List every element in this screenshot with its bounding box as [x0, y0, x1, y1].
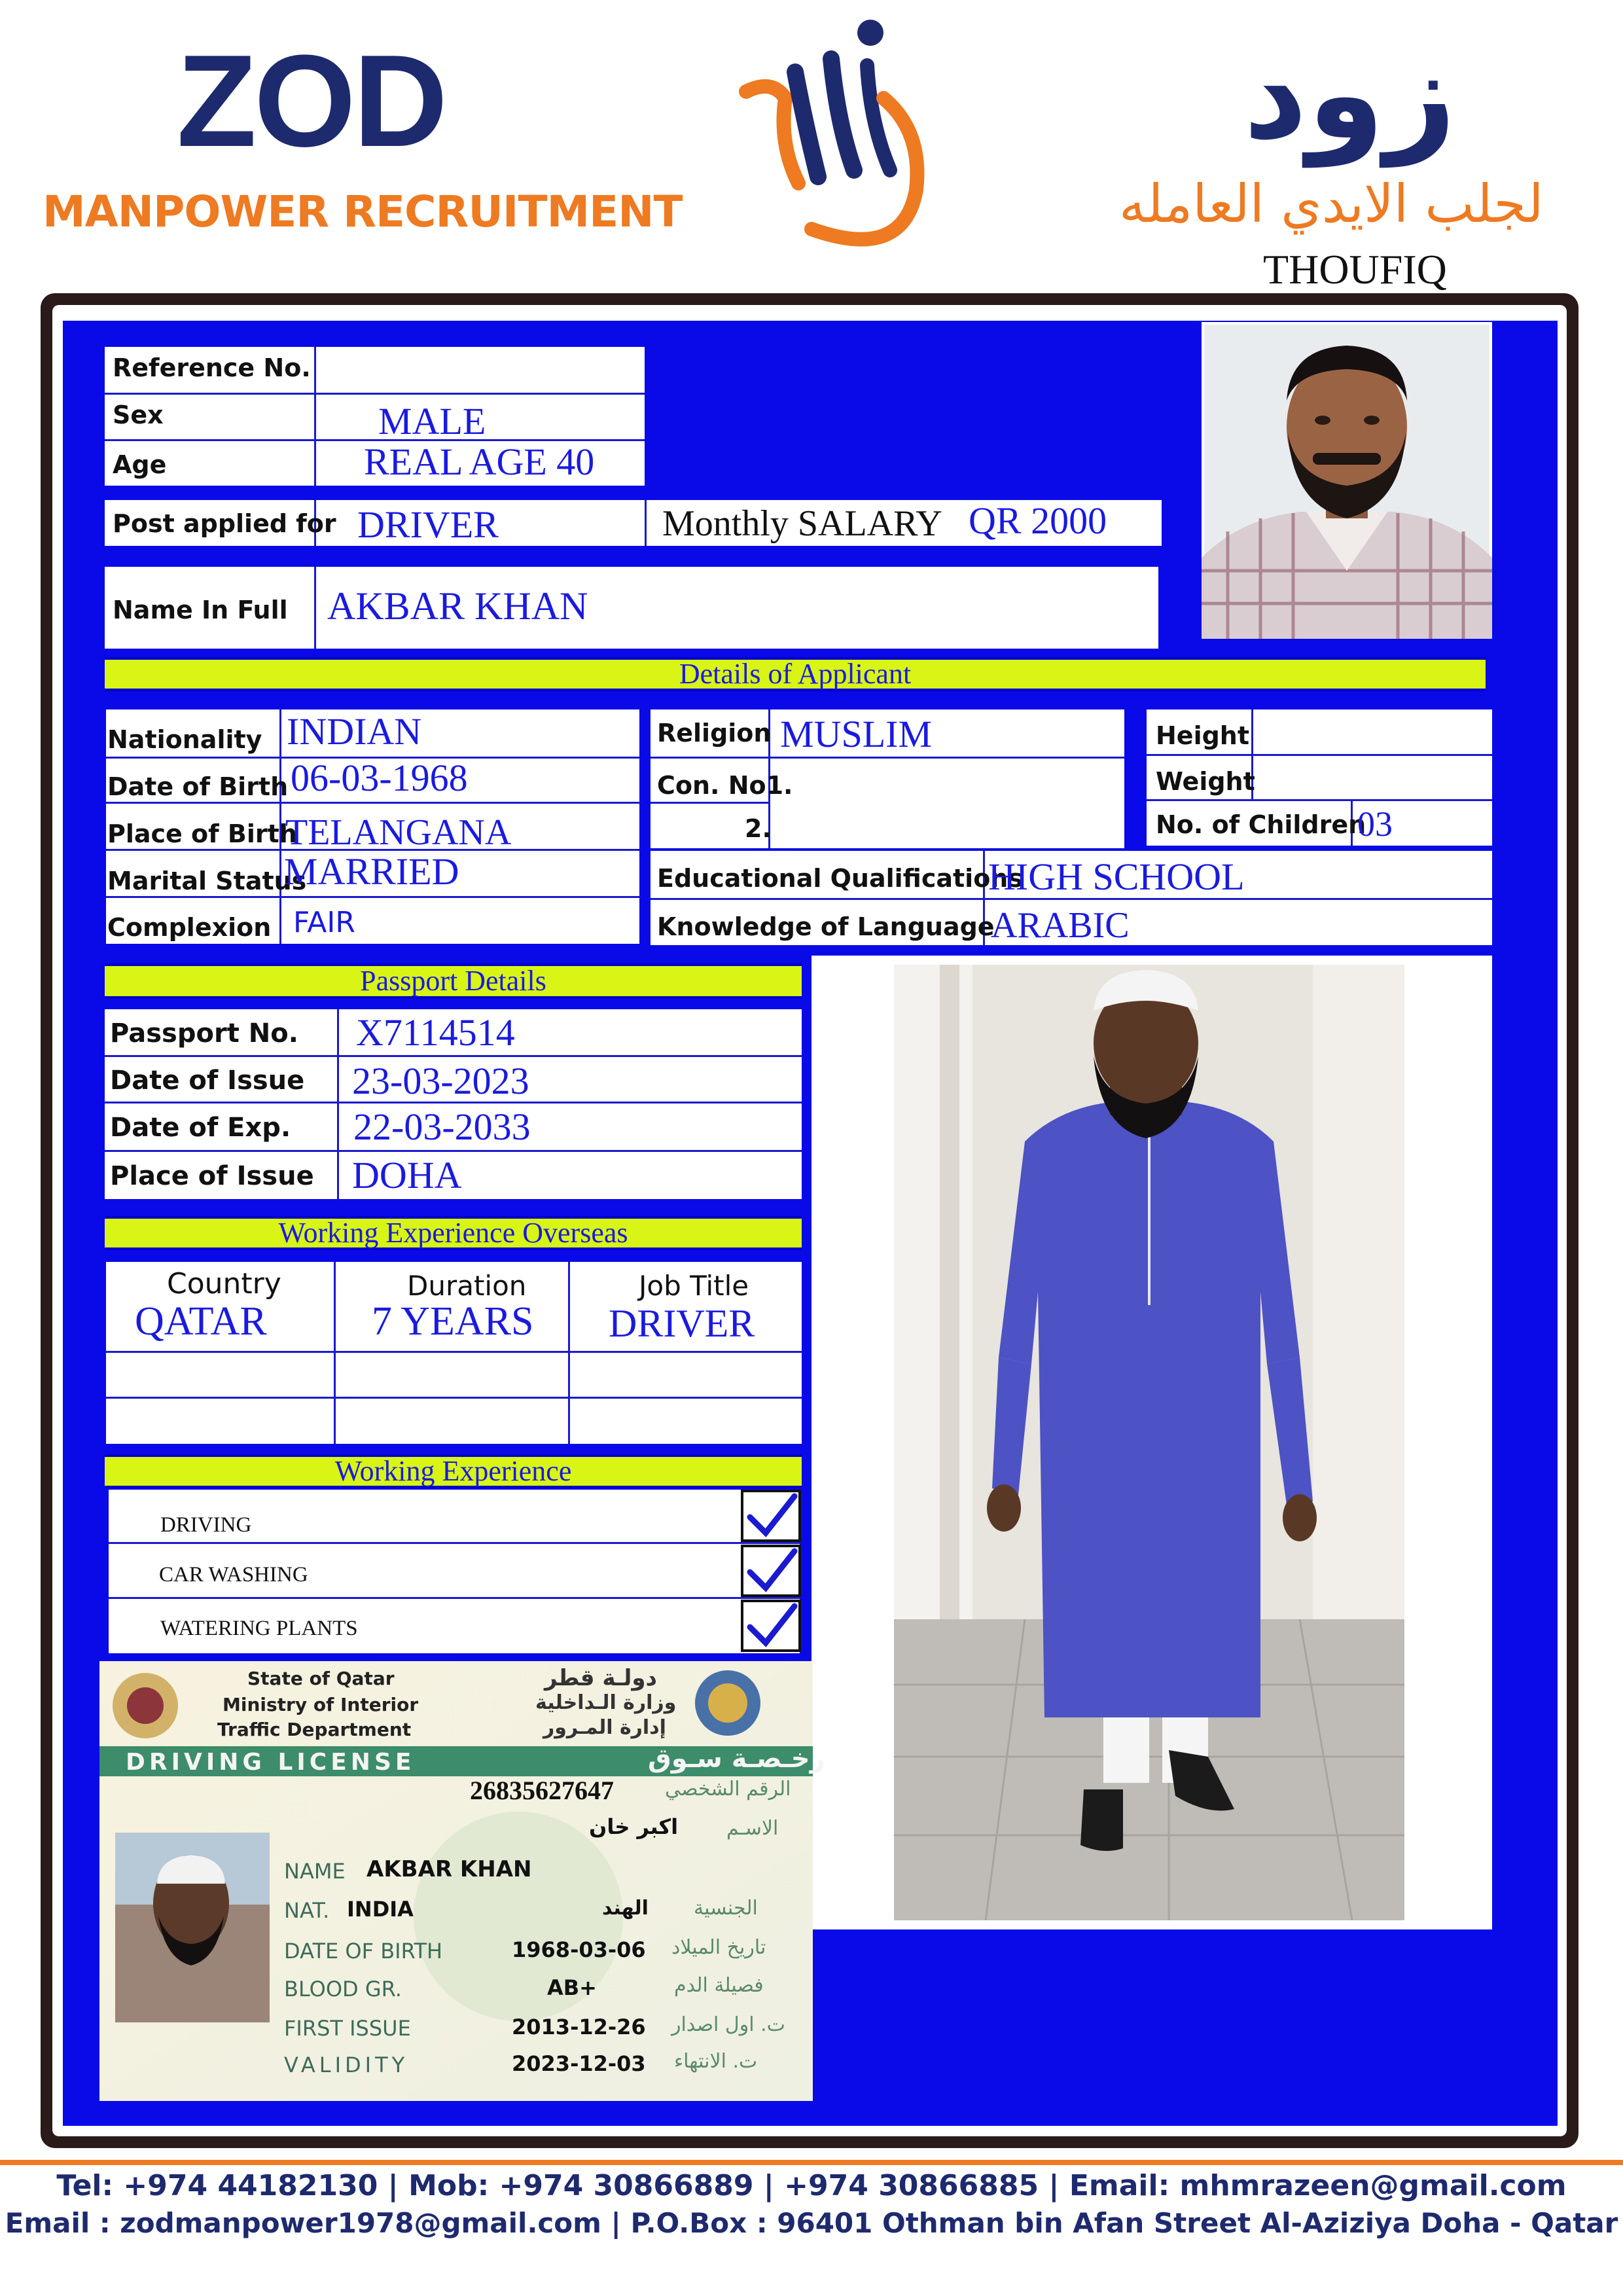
- license-ar-ministry: وزارة الـداخلية: [535, 1691, 677, 1714]
- pob-label: Place of Birth: [107, 819, 297, 848]
- license-ar-name: اكبر خان: [589, 1814, 679, 1839]
- issue-date-value: 23-03-2023: [352, 1060, 529, 1102]
- exp-date-label: Date of Exp.: [110, 1113, 291, 1143]
- name-label: Name In Full: [113, 596, 288, 624]
- license-first: 2013-12-26: [512, 2015, 646, 2039]
- footer-divider: [0, 2160, 1623, 2165]
- education-label: Educational Qualifications: [657, 864, 1023, 893]
- checkbox-car-washing-checked-icon[interactable]: [741, 1545, 801, 1597]
- applicant-portrait-photo: [1202, 322, 1492, 639]
- brand-name: ZOD: [177, 28, 446, 174]
- license-blood-label: BLOOD GR.: [284, 1977, 402, 2001]
- religion-value: MUSLIM: [780, 713, 933, 755]
- checkbox-driving-checked-icon[interactable]: [741, 1490, 801, 1542]
- height-label: Height: [1156, 721, 1250, 750]
- license-number: 26835627647: [470, 1776, 614, 1805]
- license-ar-nat-label: الجنسية: [694, 1897, 758, 1920]
- post-value: DRIVER: [357, 503, 499, 546]
- license-validity-label: VALIDITY: [284, 2053, 409, 2077]
- details-header: Details of Applicant: [105, 657, 1486, 691]
- experience-item-watering-plants: WATERING PLANTS: [160, 1617, 358, 1640]
- experience-item-car-washing: CAR WASHING: [159, 1563, 308, 1587]
- license-ar-blood-label: فصيلة الدم: [674, 1974, 764, 1997]
- con2-label: 2.: [745, 814, 772, 843]
- issue-place-value: DOHA: [352, 1154, 462, 1196]
- dob-label: Date of Birth: [107, 772, 289, 801]
- issue-date-label: Date of Issue: [110, 1066, 305, 1096]
- children-label: No. of Children: [1156, 810, 1366, 839]
- company-logo: [733, 13, 942, 262]
- license-dob-label: DATE OF BIRTH: [284, 1939, 443, 1964]
- sex-value: MALE: [378, 400, 486, 442]
- license-ar-state: دولـة قطر: [544, 1665, 657, 1691]
- arabic-subtitle: لجلب الايدي العامله: [1119, 173, 1544, 234]
- license-ar-first-label: ت. اول اصدار: [671, 2013, 785, 2036]
- experience-item-driving: DRIVING: [160, 1513, 252, 1537]
- license-ar-name-label: الاسـم: [726, 1817, 779, 1840]
- license-ar-dob-label: تاريخ الميلاد: [671, 1936, 766, 1959]
- col-job-title: Job Title: [639, 1270, 749, 1302]
- col-duration: Duration: [407, 1270, 527, 1302]
- overseas-country: QATAR: [135, 1299, 267, 1344]
- checkbox-watering-plants-checked-icon[interactable]: [741, 1600, 801, 1652]
- license-banner: DRIVING LICENSE: [126, 1749, 416, 1776]
- license-first-label: FIRST ISSUE: [284, 2016, 411, 2041]
- passport-no-value: X7114514: [356, 1011, 515, 1054]
- salary-value: QR 2000: [969, 499, 1107, 542]
- footer-contact-line: Tel: +974 44182130 | Mob: +974 30866889 | +974 30866885 | Email: mhmrazeen@gmail.com: [56, 2169, 1567, 2202]
- complexion-value: FAIR: [293, 906, 355, 939]
- arabic-brand: زود: [1243, 22, 1456, 167]
- exp-date-value: 22-03-2033: [353, 1105, 531, 1148]
- age-label: Age: [113, 450, 167, 479]
- license-validity: 2023-12-03: [512, 2051, 646, 2076]
- license-ar-nat: الهند: [602, 1897, 649, 1920]
- passport-header: Passport Details: [105, 963, 802, 999]
- name-value: AKBAR KHAN: [327, 584, 588, 628]
- nationality-value: INDIAN: [287, 710, 422, 753]
- overseas-duration: 7 YEARS: [372, 1299, 534, 1344]
- overseas-job: DRIVER: [609, 1302, 755, 1345]
- license-ministry: Ministry of Interior: [223, 1694, 419, 1715]
- license-dob: 1968-03-06: [512, 1937, 646, 1962]
- license-blood: AB+: [547, 1975, 597, 2000]
- experience-header: Working Experience: [105, 1454, 802, 1488]
- license-name: AKBAR KHAN: [366, 1856, 532, 1882]
- salary-label: Monthly SALARY: [662, 503, 942, 544]
- nationality-label: Nationality: [107, 725, 262, 754]
- sex-label: Sex: [113, 401, 164, 429]
- footer-address-line: Email : zodmanpower1978@gmail.com | P.O.Box : 96401 Othman bin Afan Street Al-Aziziya Doha - Qatar: [5, 2207, 1618, 2239]
- weight-label: Weight: [1156, 767, 1255, 796]
- license-ar-number-label: الرقم الشخصي: [665, 1778, 791, 1801]
- license-state: State of Qatar: [247, 1668, 395, 1689]
- license-ar-banner: رخـصـة سـوق: [648, 1744, 825, 1774]
- col-country: Country: [167, 1267, 281, 1300]
- con1-label: Con. No1.: [657, 771, 793, 800]
- post-label: Post applied for: [113, 509, 336, 538]
- complexion-label: Complexion: [107, 913, 272, 942]
- age-value: REAL AGE 40: [364, 440, 595, 483]
- license-ar-validity-label: ت. الانتهاء: [674, 2050, 758, 2073]
- brand-subtitle: MANPOWER RECRUITMENT: [43, 187, 683, 237]
- license-nat: INDIA: [347, 1897, 414, 1922]
- education-value: HIGH SCHOOL: [988, 855, 1245, 898]
- pob-value: TELANGANA: [285, 812, 512, 853]
- agent-name: THOUFIQ: [1263, 246, 1447, 293]
- reference-label: Reference No.: [113, 353, 311, 382]
- license-nat-label: NAT.: [284, 1898, 330, 1923]
- marital-label: Marital Status: [107, 867, 307, 895]
- license-name-label: NAME: [284, 1859, 346, 1884]
- applicant-full-body-photo: [894, 965, 1404, 1920]
- marital-value: MARRIED: [284, 850, 459, 893]
- dob-value: 06-03-1968: [291, 757, 468, 799]
- language-value: ARABIC: [991, 905, 1130, 946]
- passport-no-label: Passport No.: [110, 1018, 298, 1049]
- issue-place-label: Place of Issue: [110, 1161, 314, 1191]
- license-dept: Traffic Department: [217, 1719, 412, 1740]
- language-label: Knowledge of Language: [657, 912, 995, 941]
- children-value: 03: [1357, 804, 1393, 844]
- license-ar-dept: إدارة المـرور: [543, 1716, 666, 1739]
- religion-label: Religion: [657, 719, 772, 747]
- overseas-header: Working Experience Overseas: [105, 1216, 802, 1250]
